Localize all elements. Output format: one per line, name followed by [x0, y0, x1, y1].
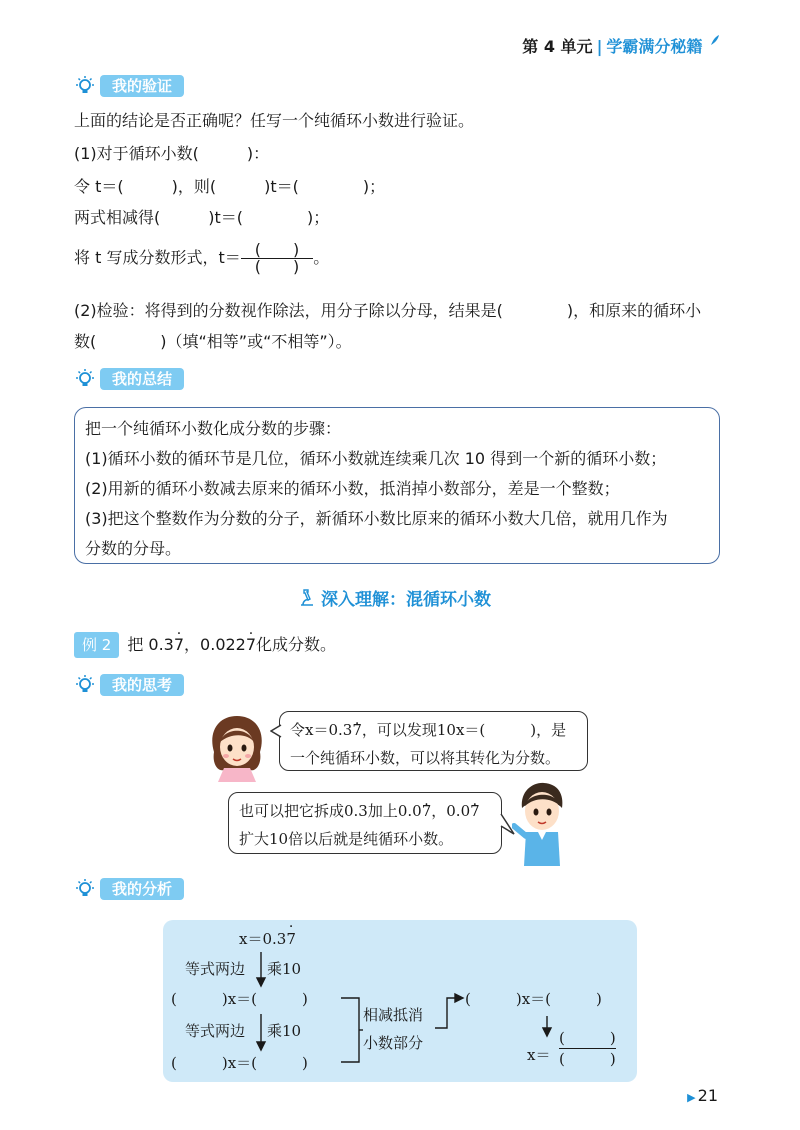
deep-understanding-heading — [297, 585, 491, 610]
bubble-line-1 — [239, 797, 491, 825]
brand-label: 学霸满分秘籍 — [606, 37, 703, 56]
summary-line-2: (1)循环小数的循环节是几位，循环小数就连续乘几次 10 得到一个新的循环小数； — [85, 449, 667, 468]
deep-title: 深入理解：混循环小数 — [321, 590, 491, 610]
section-tag-analysis — [74, 877, 184, 901]
fraction — [241, 242, 314, 275]
lightbulb-icon — [74, 75, 96, 97]
bubble-line-1 — [290, 716, 577, 744]
summary-line-5: 分数的分母。 — [85, 539, 182, 558]
girl-avatar — [204, 712, 270, 782]
analysis-flow-box — [163, 920, 637, 1082]
summary-line-3: (2)用新的循环小数减去原来的循环小数，抵消掉小数部分，差是一个整数； — [85, 479, 620, 498]
lightbulb-icon — [74, 878, 96, 900]
example-tag: 例 2 — [74, 632, 119, 658]
verify-line-5-pre: 将 t 写成分数形式，t＝ — [74, 248, 241, 267]
bubble-line-2: 扩大10倍以后就是纯循环小数。 — [239, 830, 454, 848]
verify-line-2: (1)对于循环小数( )： — [74, 144, 270, 163]
section-title: 我的分析 — [100, 878, 184, 900]
fraction-denominator: ( ) — [254, 257, 300, 276]
step-2-left: 等式两边 — [185, 1022, 246, 1040]
section-tag-think — [74, 673, 184, 697]
result-fraction-denominator: ( ) — [559, 1050, 616, 1068]
section-tag-verify — [74, 74, 184, 98]
header-separator: | — [596, 37, 603, 56]
bubble-text: 令x＝0.3 — [290, 721, 353, 739]
bubble-text: ，0.0 — [431, 802, 471, 820]
repeating-digit: 7 · — [246, 634, 256, 656]
row-1: ( )x＝( ) — [171, 990, 308, 1008]
step-2-right: 乘10 — [267, 1022, 302, 1040]
page-number — [687, 1086, 718, 1105]
page-number-text: 21 — [697, 1086, 718, 1105]
bubble-line-2: 一个纯循环小数，可以将其转化为分数。 — [290, 749, 561, 767]
verify-line-7: 数( )（填“相等”或“不相等”）。 — [74, 332, 352, 351]
boy-avatar — [512, 780, 572, 866]
lightbulb-icon — [74, 674, 96, 696]
verify-line-4: 两式相减得( )t＝( )； — [74, 208, 330, 227]
step-1-right: 乘10 — [267, 960, 302, 978]
row-2: ( )x＝( ) — [171, 1054, 308, 1072]
bubble-text: ，可以发现10x＝( )，是 — [361, 721, 567, 739]
section-title: 我的思考 — [100, 674, 184, 696]
repeating-digit: 7 · — [470, 802, 480, 820]
summary-line-4: (3)把这个整数作为分数的分子，新循环小数比原来的循环小数大几倍，就用几作为 — [85, 509, 668, 528]
feather-icon — [710, 34, 720, 46]
page-header — [522, 34, 720, 57]
bubble-text: 也可以把它拆成0.3加上0.0 — [239, 802, 422, 820]
summary-box — [74, 407, 720, 564]
girl-speech-bubble — [279, 711, 588, 771]
section-title: 我的总结 — [100, 368, 184, 390]
result-row: ( )x＝( ) — [465, 990, 602, 1008]
triangle-icon: ▶ — [687, 1091, 696, 1104]
x-eq-text: x＝0.3 — [239, 930, 287, 948]
result-fraction-numerator: ( ) — [559, 1029, 616, 1047]
microscope-icon — [297, 588, 317, 608]
example-text-mid: ，0.022 — [184, 635, 246, 654]
subtract-label-2: 小数部分 — [363, 1034, 424, 1052]
example-text-pre: 把 0.3 — [127, 635, 174, 654]
subtract-label-1: 相减抵消 — [363, 1006, 424, 1024]
repeating-digit: 7 · — [422, 802, 432, 820]
lightbulb-icon — [74, 368, 96, 390]
section-title: 我的验证 — [100, 75, 184, 97]
summary-line-1: 把一个纯循环小数化成分数的步骤： — [85, 419, 342, 438]
flow-arrows — [163, 920, 637, 1082]
repeating-digit: 7 · — [352, 721, 362, 739]
repeating-digit: 7 · — [174, 634, 184, 656]
verify-line-5 — [74, 242, 329, 275]
fraction-numerator: ( ) — [241, 242, 314, 259]
repeating-digit: 7 · — [286, 930, 296, 948]
example-2-line — [74, 632, 336, 658]
bubble-pointer — [270, 724, 282, 738]
verify-line-6: (2)检验：将得到的分数视作除法，用分子除以分母，结果是( )，和原来的循环小 — [74, 301, 702, 320]
boy-speech-bubble — [228, 792, 502, 854]
verify-line-1: 上面的结论是否正确呢？任写一个纯循环小数进行验证。 — [74, 111, 475, 130]
verify-line-5-post: 。 — [313, 248, 330, 267]
verify-line-3: 令 t＝( )，则( )t＝( )； — [74, 177, 386, 196]
section-tag-summary — [74, 367, 184, 391]
unit-label: 第 4 单元 — [522, 37, 593, 56]
fraction-lhs: x＝ — [527, 1046, 551, 1064]
step-1-left: 等式两边 — [185, 960, 246, 978]
example-text-post: 化成分数。 — [256, 635, 337, 654]
